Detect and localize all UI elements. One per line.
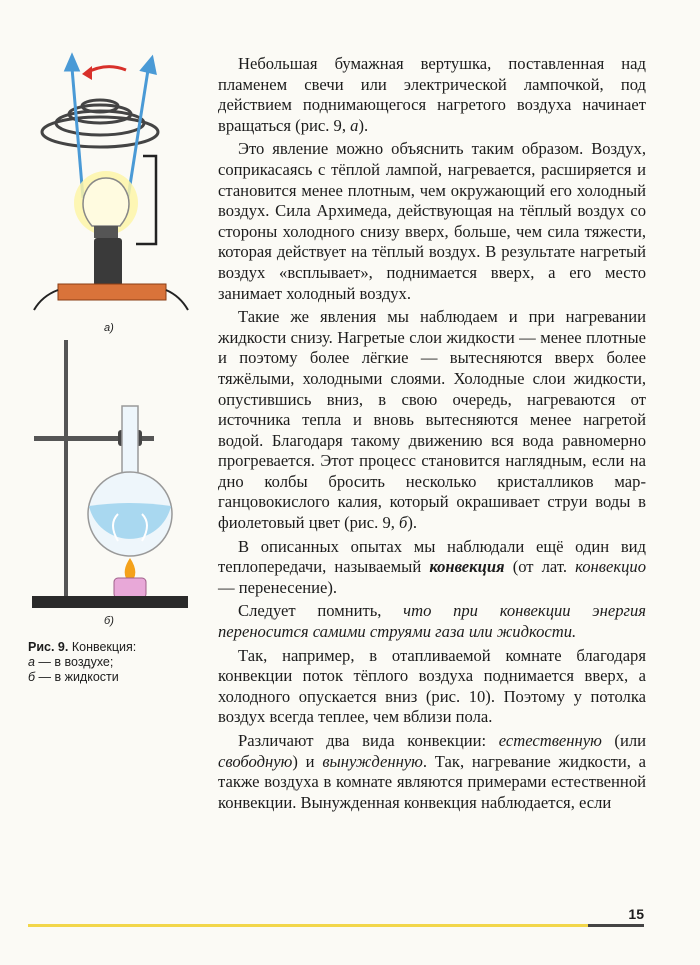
- p7-c: ) и: [292, 751, 323, 771]
- caption-b-text: — в жидкости: [35, 670, 119, 684]
- spirit-burner: [114, 578, 146, 598]
- power-cord: [34, 290, 58, 310]
- paragraph-7: [218, 731, 646, 813]
- paragraph-5: [218, 601, 646, 642]
- p1-end: ).: [358, 115, 369, 135]
- caption-a-text: — в воздухе;: [34, 655, 114, 669]
- bulb-socket: [94, 226, 118, 238]
- flask-neck: [122, 406, 138, 476]
- figure-b-label: б): [104, 615, 114, 627]
- p1-ref: а: [350, 115, 359, 135]
- stand-rod: [64, 340, 68, 600]
- p7-a: Различают два вида конвекции:: [238, 731, 499, 750]
- paragraph-4: [218, 537, 646, 599]
- p3-end: ).: [407, 513, 418, 533]
- body-text: [218, 54, 646, 816]
- page-number: 15: [628, 906, 644, 922]
- lamp-holder: [94, 238, 122, 286]
- paragraph-2: Это явление можно объяснить таким образом. Воздух, соприкасаясь с тёплой лампой, нагревается, расширяется и становится менее плотным, чем окружающий его холодный воздух. Сила Архимеда, действующая на тёплый воздух со стороны холодного снизу вверх, больше, чем сила тяжести, которая действует на тёплый воздух. В результате нагретый воздух «всплывает», поднимается вверх, а его место занимает холодный воздух.: [218, 139, 646, 303]
- p4-a: В описанных опытах мы наблюдали ещё один вид теплопередачи, называемый: [218, 536, 646, 577]
- p7-free: свободную: [218, 751, 293, 771]
- lamp-base-board: [58, 284, 166, 300]
- paragraph-6: Так, например, в отапливаемой комнате благодаря конвекции поток тёплого воздуха поднимается вверх, а холодного опускается вниз (рис. 10). Поэтому у потолка воздух всегда теплее, чем вблизи пола.: [218, 645, 646, 727]
- p5-a: Следует помнить,: [238, 601, 404, 621]
- p3-ref: б: [399, 513, 408, 533]
- stand-base: [32, 596, 188, 608]
- figure-b-flask-burner: [28, 336, 198, 616]
- paragraph-3: [218, 307, 646, 534]
- caption-b-letter: б: [28, 670, 36, 684]
- paragraph-1: [218, 54, 646, 136]
- p1-text: Небольшая бумажная вертушка, поставленная над пламенем свечи или электрической лампочкой, под действием поднимающегося нагретого воздуха начинает вращаться (рис. 9,: [218, 54, 646, 135]
- p5-italic: что при конвекции энергия переносится самими струями газа или жидкости.: [218, 601, 646, 642]
- p3-text: Такие же явления мы наблюдаем и при нагревании жидкости снизу. Нагретые слои жидкости — менее плотные и поэтому более лёгкие — вытесняются вверх более тяжёлыми, холодными слоями. Холодные слои жидкости, опустившись вниз, в свою очередь, нагреваются от источника тепла и вновь вытесняются менее нагретой водой. Благодаря такому движению вся вода равномерно прогревается. Этот процесс становится наглядным, если на дно колбы бросить несколько кристалликов марганцовокислого калия, который окрашивает струи воды в фиолетовый цвет (рис. 9,: [218, 307, 646, 533]
- p4-b: (от лат.: [504, 557, 576, 577]
- caption-title: Рис. 9.: [28, 640, 69, 654]
- figure-caption: [28, 640, 198, 685]
- figure-a-lamp-spiral: [28, 48, 198, 328]
- term-convection: конвекция: [429, 557, 505, 577]
- p4-c: — перенесение).: [218, 577, 338, 597]
- p7-d: . Так, нагревание жидкости, а также воздуха в комнате являются примерами естественной конвекции. Вынужденная конвекция наблюдается, если: [218, 751, 647, 812]
- rotation-arrowhead-icon: [82, 66, 92, 80]
- p7-natural: естественную: [498, 731, 602, 750]
- caption-a-letter: а: [28, 655, 35, 669]
- p7-b: (или: [601, 731, 646, 750]
- p7-forced: вынужденную: [322, 751, 423, 771]
- burner-flame-icon: [125, 558, 136, 578]
- figure-a-label: а): [104, 322, 114, 334]
- power-cord-right: [166, 290, 188, 310]
- light-bulb-icon: [83, 178, 129, 226]
- footer-rule: [28, 924, 588, 927]
- p4-latin: конвекцио: [575, 557, 647, 577]
- footer-rule-dark: [588, 924, 644, 927]
- lamp-wire: [136, 156, 156, 244]
- caption-text: Конвекция:: [68, 640, 137, 654]
